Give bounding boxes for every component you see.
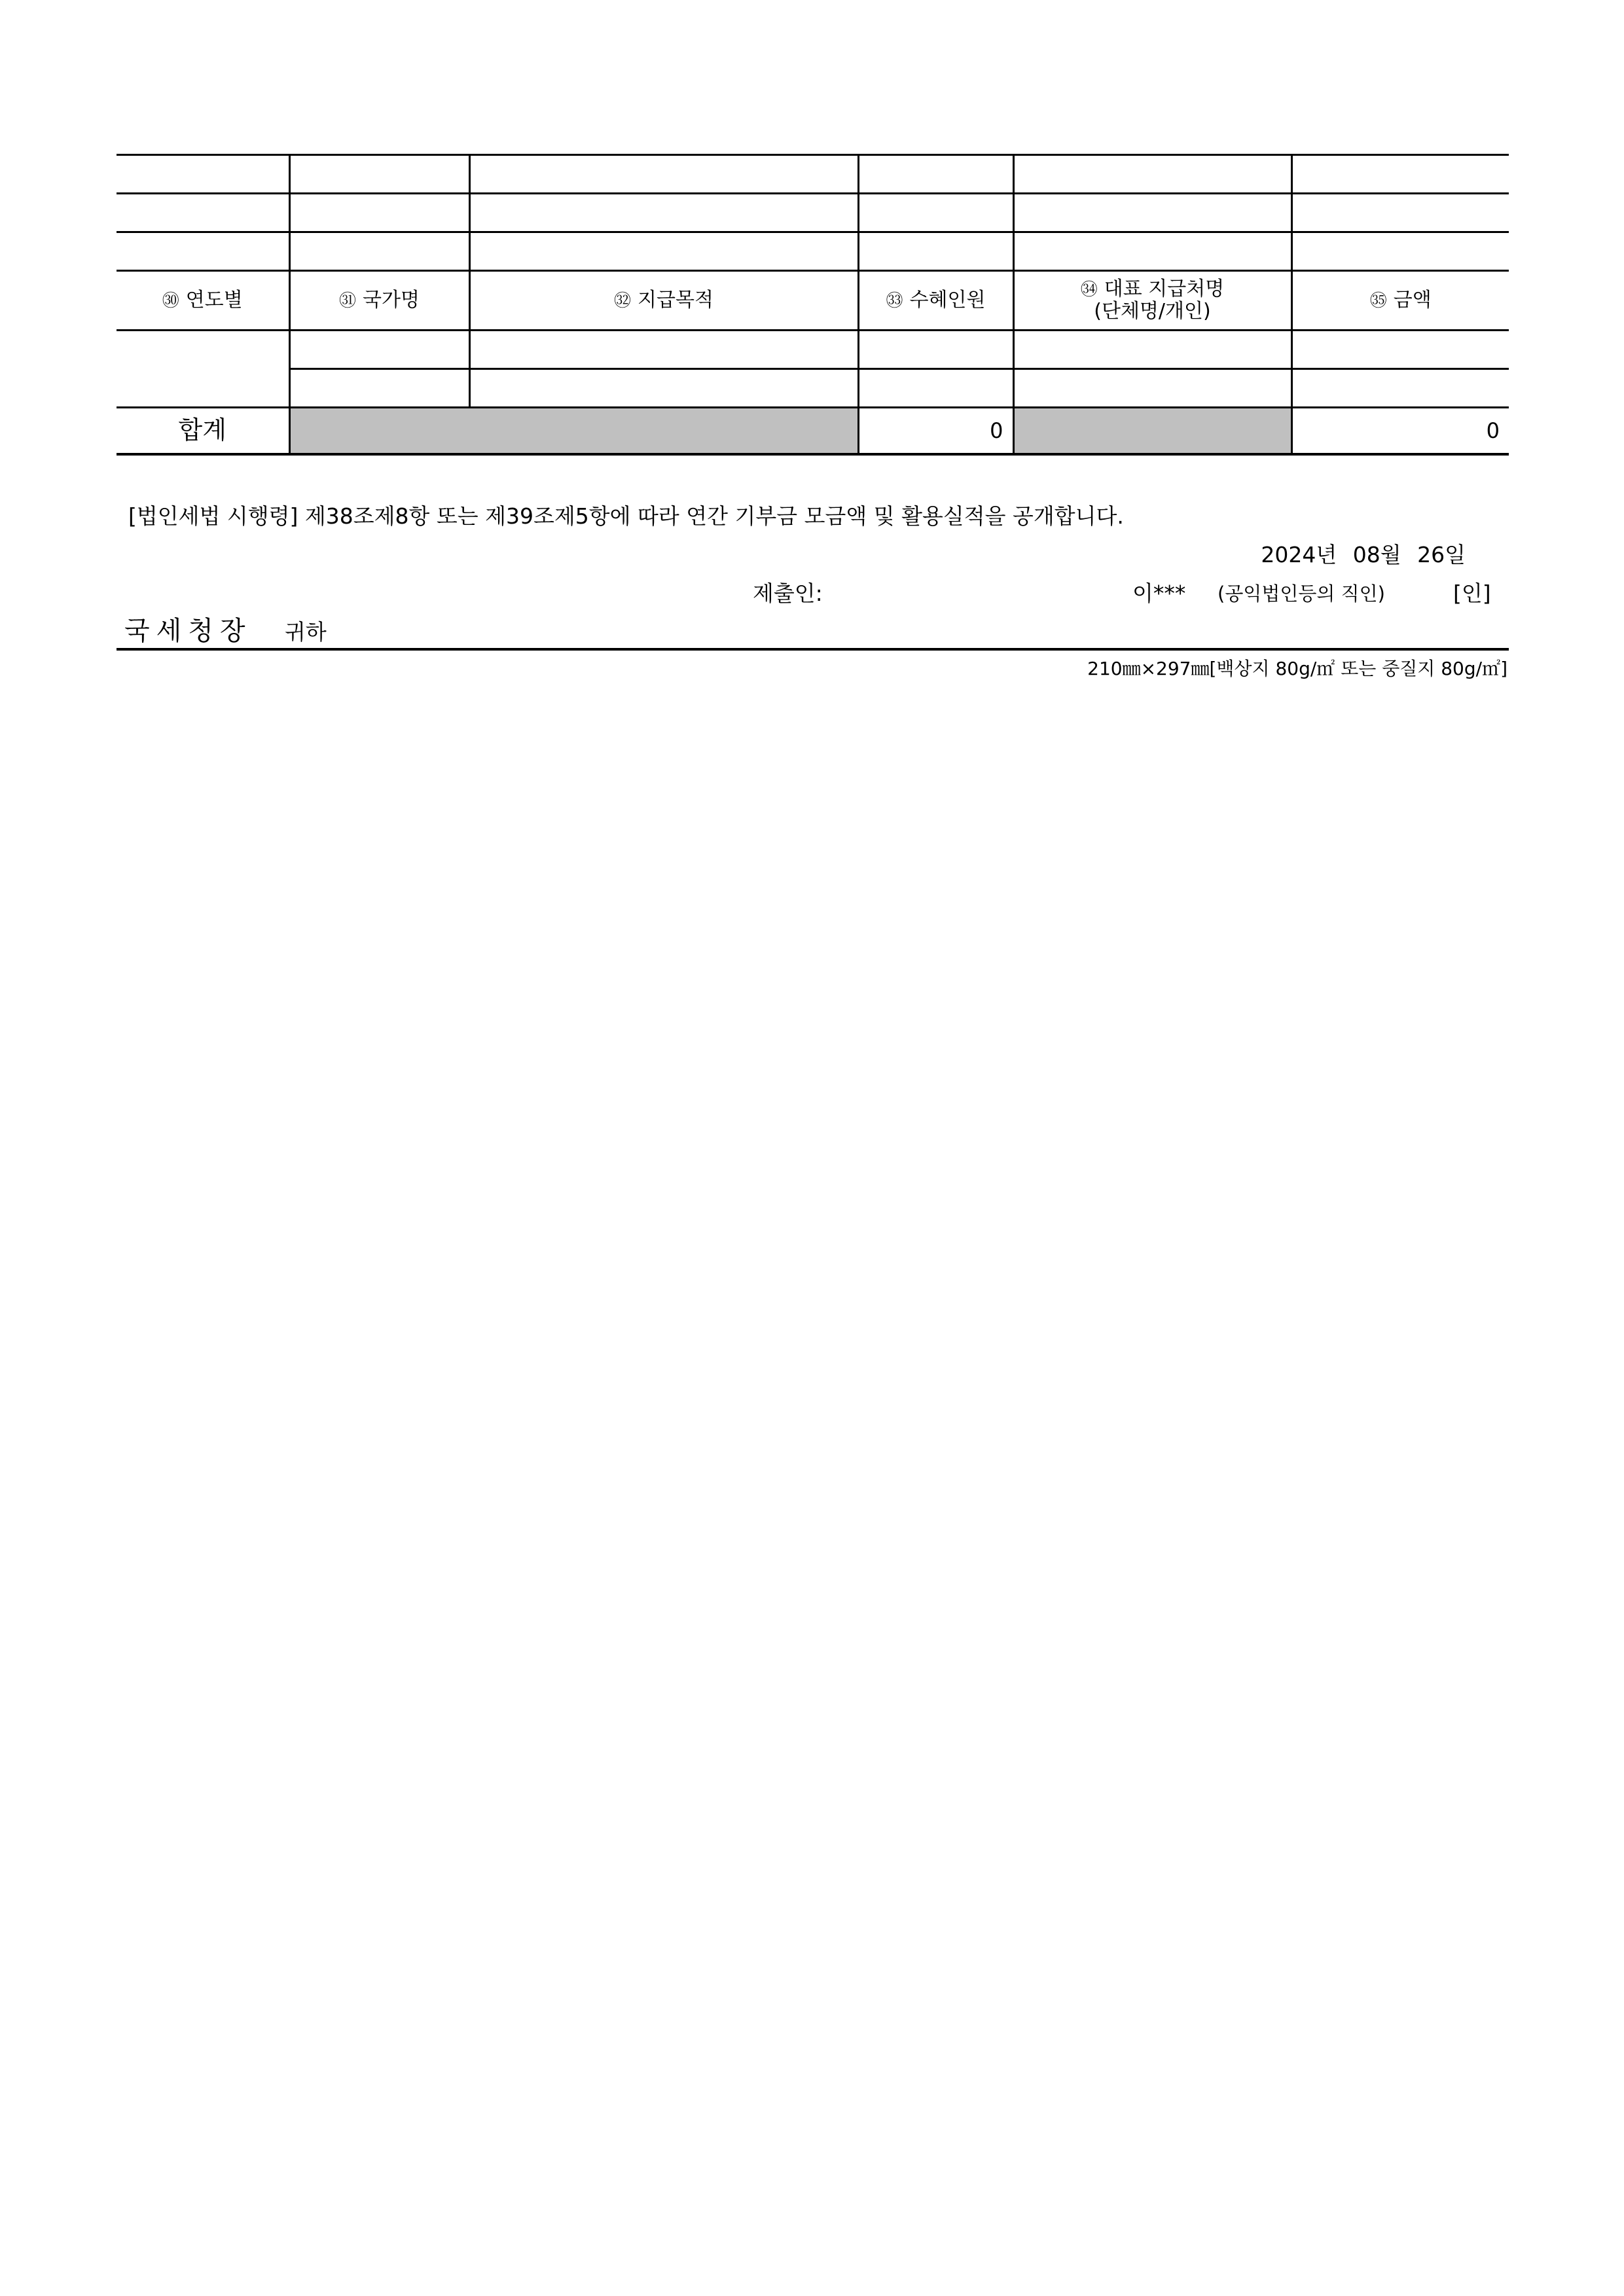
circled-number-34: ㉞ (1080, 279, 1098, 300)
table-cell[interactable] (1013, 194, 1291, 232)
table-cell[interactable] (858, 194, 1013, 232)
table-row (117, 331, 1509, 369)
table-cell[interactable] (1291, 155, 1509, 194)
table-cell[interactable] (858, 155, 1013, 194)
submitter-label: 제출인: (753, 581, 823, 606)
circled-number-33: ㉝ (886, 291, 903, 311)
table-cell[interactable] (469, 194, 858, 232)
header-country-label: 국가명 (363, 288, 420, 312)
table-cell[interactable] (1291, 369, 1509, 408)
seal-mark: [인] (1453, 581, 1491, 606)
table-cell[interactable] (289, 331, 469, 369)
header-payee-sublabel: (단체명/개인) (1094, 300, 1211, 323)
submitter-role: (공익법인등의 직인) (1218, 583, 1385, 605)
total-amount: 0 (1291, 408, 1509, 455)
table-cell[interactable] (469, 331, 858, 369)
header-amount-label: 금액 (1393, 288, 1432, 312)
header-year (117, 271, 289, 331)
table-row (117, 369, 1509, 408)
submitter-name: 이*** (1132, 581, 1186, 606)
table-header-row (117, 271, 1509, 331)
circled-number-31: ㉛ (339, 291, 357, 311)
table-cell[interactable] (858, 369, 1013, 408)
total-recipients: 0 (858, 408, 1013, 455)
table-cell[interactable] (117, 155, 289, 194)
recipient-office: 국세청장 (124, 616, 252, 646)
table-cell[interactable] (469, 369, 858, 408)
circled-number-35: ㉟ (1369, 291, 1387, 311)
table-cell[interactable] (289, 232, 469, 271)
recipient-honorific: 귀하 (285, 619, 327, 645)
table-cell[interactable] (289, 369, 469, 408)
table-cell[interactable] (1013, 369, 1291, 408)
table-cell[interactable] (1291, 232, 1509, 271)
total-row (117, 408, 1509, 455)
table-cell[interactable] (117, 194, 289, 232)
total-shaded-cell (289, 408, 858, 455)
divider (117, 648, 1509, 651)
table-cell[interactable] (289, 155, 469, 194)
table-row (117, 232, 1509, 271)
legal-notice: [법인세법 시행령] 제38조제8항 또는 제39조제5항에 따라 연간 기부금 모금액 및 활용실적을 공개합니다. (128, 503, 1124, 529)
circled-number-30: ㉚ (162, 291, 179, 311)
table-cell[interactable] (1013, 331, 1291, 369)
total-label: 합계 (117, 408, 289, 455)
header-recipients-label: 수혜인원 (909, 288, 986, 312)
circled-number-32: ㉜ (614, 291, 632, 311)
table-cell[interactable] (1013, 155, 1291, 194)
year-cell[interactable] (117, 331, 289, 408)
header-purpose-label: 지급목적 (638, 288, 713, 312)
table-cell[interactable] (289, 194, 469, 232)
header-year-label: 연도별 (185, 288, 243, 312)
total-shaded-cell (1013, 408, 1291, 455)
donation-usage-table (117, 154, 1509, 456)
header-payee (1013, 271, 1291, 331)
table-cell[interactable] (117, 232, 289, 271)
header-amount (1291, 271, 1509, 331)
table-row (117, 155, 1509, 194)
table-row (117, 194, 1509, 232)
header-payee-label: 대표 지급처명 (1104, 277, 1225, 300)
table-cell[interactable] (1291, 331, 1509, 369)
table-cell[interactable] (1013, 232, 1291, 271)
submission-date: 2024년 08월 26일 (1261, 542, 1466, 567)
table-cell[interactable] (1291, 194, 1509, 232)
header-purpose (469, 271, 858, 331)
paper-spec: 210㎜×297㎜[백상지 80g/㎡ 또는 중질지 80g/㎡] (1087, 658, 1507, 679)
table-cell[interactable] (858, 232, 1013, 271)
table-cell[interactable] (469, 232, 858, 271)
header-country (289, 271, 469, 331)
table-cell[interactable] (858, 331, 1013, 369)
header-recipients (858, 271, 1013, 331)
table-cell[interactable] (469, 155, 858, 194)
